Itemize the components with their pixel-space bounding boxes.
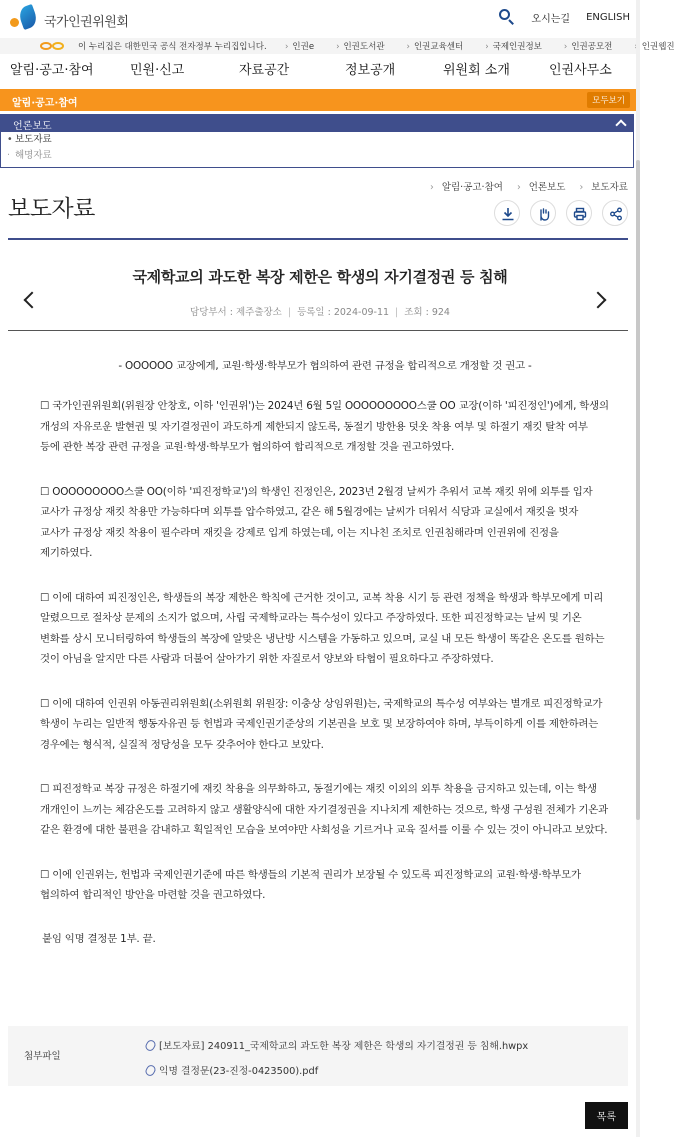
search-icon[interactable] [499, 9, 515, 25]
article-paragraph: ☐ 이에 대하여 피진정인은, 학생들의 복장 제한은 학칙에 근거한 것이고, 교복 착용 시기 등 관련 정책을 학생과 학부모에게 미리 알렸으므로 절차상 문제의 소지가 없으며, 사립 국제학교라는 특수성이 있다고 주장하였다. 또한 피진정학교는 날씨 및 기온 변화를 상시 모니터링하여 학생들의 복장에 알맞은 냉난방 시스템을 가동하고 있으며, 교실 내 모든 학생이 똑같은 온도를 원하는 것이 아님을 알지만 다른 사람과 더불어 살아가기 위한 자질로서 양보와 타협이 필요하다고 주장하였다. [40, 591, 605, 665]
nav-item-offices[interactable]: 인권사무소 [549, 63, 612, 78]
attachments-box [8, 1026, 628, 1086]
submenu-header[interactable] [1, 115, 633, 132]
gov-link-library[interactable]: › 인권도서관 [336, 40, 384, 52]
print-icon [573, 207, 587, 221]
submenu-item-press-release[interactable]: • 보도자료 [1, 132, 633, 148]
article-paragraph: ☐ 국가인권위원회(위원장 안창호, 이하 '인권위')는 2024년 6월 5일 OOOOOOOOO스쿨 OO 교장(이하 '피진정인')에게, 학생의 개성의 자유로운 발현권 및 자기결정권이 과도하게 제한되지 않도록, 동절기 방한용 덧옷 착용 여부 및 하절기 재킷 탈착 여부 등에 관한 복장 관련 규정을 교원·학생·학부모가 협의하여 합리적으로 개정할 것을 권고하였다. [40, 400, 609, 453]
article-tools [494, 200, 628, 226]
directions-link[interactable]: 오시는길 [531, 13, 571, 25]
paperclip-icon [144, 1038, 157, 1052]
nav-item-disclosure[interactable]: 정보공개 [345, 63, 396, 78]
breadcrumb-item[interactable]: › 보도자료 [579, 179, 628, 193]
gov-link-contest[interactable]: › 인권공모전 [564, 40, 612, 52]
article-paragraph: ☐ OOOOOOOOO스쿨 OO(이하 '피진정학교')의 학생인 진정인은, 2023년 2월경 날씨가 추워서 교복 재킷 위에 외투를 입자 교사가 규정상 재킷 착용만 가능하다며 외투를 압수하였고, 같은 해 5월경에는 날씨가 더워서 식당과 교실에서 재킷을 벗자 교사가 규정상 재킷 착용이 필수라며 재킷을 강제로 입게 하였는데, 이는 지나친 조치로 인권침해라며 인권위에 진정을 제기하였다. [40, 485, 593, 559]
chevron-up-icon[interactable] [615, 119, 626, 130]
english-link[interactable]: ENGLISH [586, 11, 630, 23]
article-paragraph: ☐ 이에 인권위는, 헌법과 국제인권기준에 따른 학생들의 기본적 권리가 보장될 수 있도록 피진정학교의 교원·학생·학부모가 협의하여 합리적인 방안을 마련할 것을 권고하였다. [40, 868, 581, 901]
egov-logo-icon [40, 41, 66, 51]
like-button[interactable] [530, 200, 556, 226]
download-button[interactable] [494, 200, 520, 226]
nav-item-petition[interactable]: 민원·신고 [130, 63, 185, 78]
submenu [0, 114, 634, 168]
gov-link-education[interactable]: › 인권교육센터 [407, 40, 464, 52]
breadcrumb [430, 179, 628, 193]
nav-item-resources[interactable]: 자료공간 [239, 63, 290, 78]
print-button[interactable] [566, 200, 592, 226]
nav-item-about[interactable]: 위원회 소개 [443, 63, 510, 78]
gov-link-webzine[interactable]: › 인권웹진 [634, 40, 674, 52]
attachment-file-hwpx[interactable]: [보도자료] 240911_국제학교의 과도한 복장 제한은 학생의 자기결정권 등 침해.hwpx [146, 1034, 528, 1056]
meta-divider [8, 330, 628, 331]
share-button[interactable] [602, 200, 628, 226]
site-logo[interactable] [8, 4, 128, 34]
article-title: 국제학교의 과도한 복장 제한은 학생의 자기결정권 등 침해 [132, 268, 508, 286]
attachment-file-pdf[interactable]: 익명 결정문(23-진정-0423500).pdf [146, 1059, 528, 1081]
article-meta: 담당부서 : 제주출장소 | 등록일 : 2024-09-11 | 조회 : 924 [190, 307, 450, 318]
article-paragraph: ☐ 이에 대하여 인권위 아동권리위원회(소위원회 위원장: 이충상 상임위원)는, 국제학교의 특수성 여부와는 별개로 피진정학교가 학생이 누리는 일반적 행동자유권 등 헌법과 국제인권기준상의 기본권을 보호 및 보장하여야 하며, 부득이하게 이를 제한하려는 경우에는 형식적, 실질적 정당성을 모두 갖추어야 한다고 보았다. [40, 697, 603, 751]
article-lead: - OOOOOO 교장에게, 교원·학생·학부모가 협의하여 관련 규정을 합리적으로 개정할 것 권고 - [118, 360, 532, 372]
scrollbar-thumb[interactable] [636, 160, 640, 820]
submenu-title: 언론보도 [13, 121, 52, 132]
paperclip-icon [144, 1063, 157, 1077]
gov-notice-text: 이 누리집은 대한민국 공식 전자정부 누리집입니다. [78, 42, 267, 52]
breadcrumb-item[interactable]: › 언론보도 [517, 179, 566, 193]
nav-item-notice[interactable]: 알림·공고·참여 [10, 63, 94, 78]
submenu-item-clarification[interactable]: · 해명자료 [1, 148, 633, 164]
gov-link-intl-info[interactable]: › 국제인권정보 [485, 40, 542, 52]
gov-notice-bar [0, 38, 675, 54]
view-all-button[interactable]: 모두보기 [587, 92, 630, 108]
main-nav [0, 56, 640, 82]
site-header [0, 0, 640, 38]
scrollbar[interactable] [636, 0, 640, 1137]
section-bar [0, 89, 636, 111]
title-divider [8, 238, 628, 240]
list-button[interactable]: 목록 [585, 1102, 628, 1129]
article-dept: 담당부서 : 제주출장소 [190, 307, 282, 318]
article-paragraph: ☐ 피진정학교 복장 규정은 하절기에 재킷 착용을 의무화하고, 동절기에는 재킷 이외의 외투 착용을 금지하고 있는데, 이는 학생 개개인이 느끼는 체감온도를 고려하지 않고 생활양식에 대한 자기결정권을 지나치게 제한하는 것으로, 학생 구성원 전체가 기온과 같은 환경에 대한 불편을 감내하고 획일적인 모습을 보여야만 사회성을 기르거나 교육 질서를 이룰 수 있는 것이 아니라고 보았다. [40, 783, 608, 836]
breadcrumb-item[interactable]: › 알림·공고·참여 [430, 179, 503, 193]
gov-link-inkwon-e[interactable]: › 인권e [285, 40, 314, 52]
article-closing: 붙임 익명 결정문 1부. 끝. [42, 932, 156, 945]
share-icon [609, 207, 623, 221]
page-title: 보도자료 [8, 196, 95, 222]
logo-mark-icon [8, 4, 42, 34]
attachments-label: 첨부파일 [24, 1051, 61, 1062]
article-body [40, 356, 610, 945]
hand-icon [537, 207, 551, 221]
article-date: 등록일 : 2024-09-11 [297, 307, 390, 318]
section-title: 알림·공고·참여 [12, 98, 78, 109]
download-icon [501, 207, 515, 221]
logo-text: 국가인권위원회 [44, 15, 129, 30]
article-views: 조회 : 924 [404, 307, 450, 318]
